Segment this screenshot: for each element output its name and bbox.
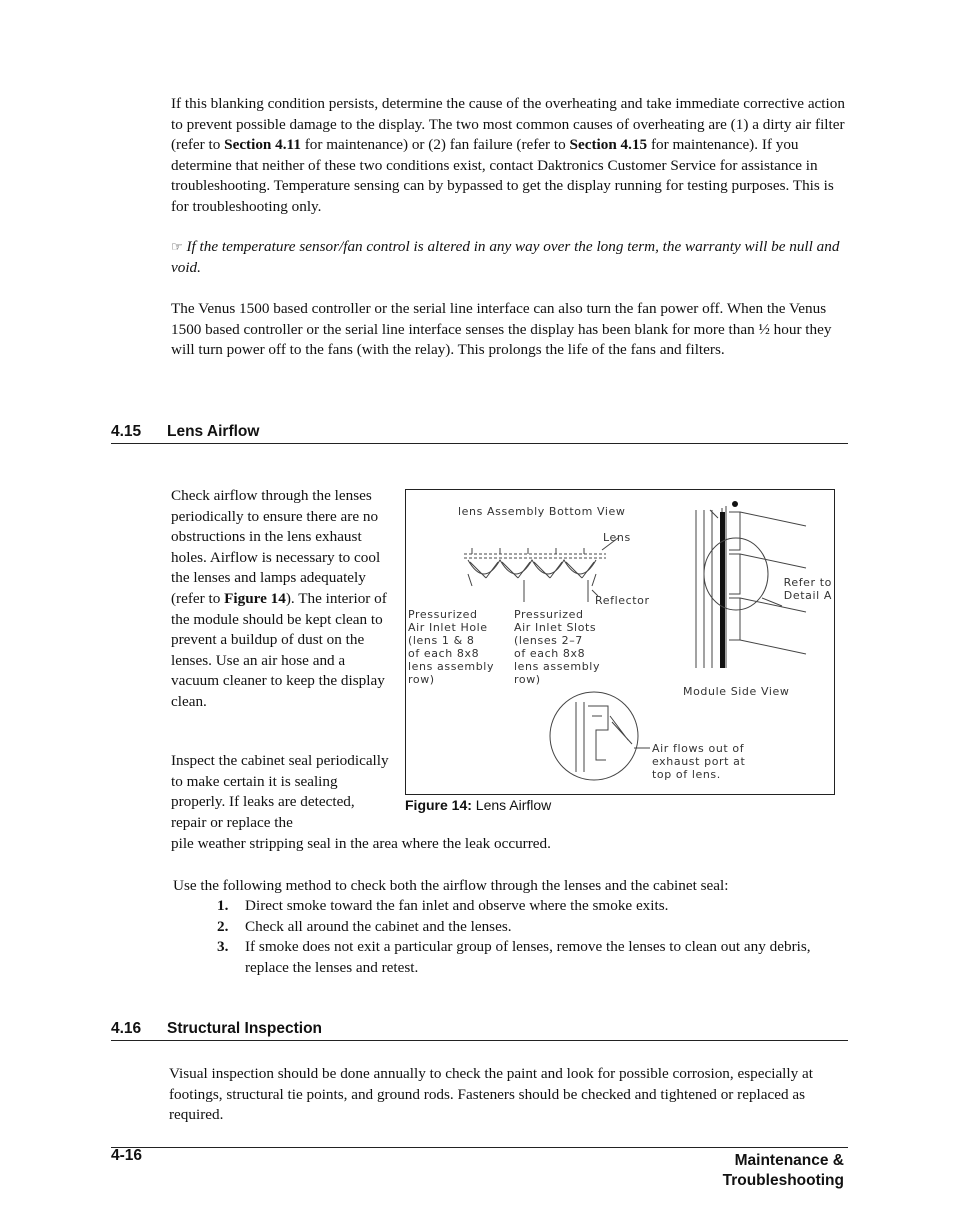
footer-chapter-title: Maintenance & Troubleshooting — [722, 1152, 844, 1189]
air-inlet-slots-label: Pressurized Air Inlet Slots (lenses 2–7 of each 8x8 lens assembly row) — [514, 608, 601, 686]
section-heading-4-16: 4.16 Structural Inspection — [111, 1020, 848, 1041]
airflow-paragraph: Check airflow through the lenses periodically to ensure there are no obstructions in the lens exhaust holes. Airflow is necessary to cool the lenses and lamps adequately (refer to Figure 14). The interior of the module should be kept clean to prevent a buildup of dust on the lenses. Use an air hose and a vacuum cleaner to keep the display clean. — [171, 487, 387, 710]
pointing-hand-icon: ☞ — [171, 239, 183, 254]
list-item: 2. Check all around the cabinet and the lenses. — [217, 917, 512, 935]
side-view-title: Module Side View — [683, 685, 790, 698]
cabinet-seal-paragraph-end: pile weather stripping seal in the area where the leak occurred. — [171, 835, 551, 852]
section-ref-4-15: Section 4.15 — [569, 136, 648, 154]
footer-rule — [111, 1147, 848, 1148]
list-item: 1. Direct smoke toward the fan inlet and observe where the smoke exits. — [217, 897, 669, 914]
overheating-paragraph: If this blanking condition persists, determine the cause of the overheating and take immediate corrective action to prevent possible damage to the display. The two most common causes of overheating are (1) a dirty air filter (refer to Section 4.11 for maintenance) or (2) fan failure (refer to Section 4.15 for maintenance). If you determine that neither of these two conditions exist, contact Daktronics Customer Service for assistance in troubleshooting. Temperature sensing can by bypassed to get the display running for testing purposes. This is for troubleshooting only. — [171, 95, 845, 215]
figure-ref-14: Figure 14 — [224, 589, 286, 607]
airflow-exhaust-label: Air flows out of exhaust port at top of lens. — [652, 742, 746, 781]
air-inlet-hole-label: Pressurized Air Inlet Hole (lens 1 & 8 of each 8x8 lens assembly row) — [408, 608, 495, 686]
smoke-test-steps — [217, 896, 857, 978]
section-ref-4-11: Section 4.11 — [224, 136, 301, 154]
cabinet-seal-paragraph: Inspect the cabinet seal periodically to make certain it is sealing properly. If leaks are detected, repair or replace the — [171, 752, 389, 831]
lens-label: Lens — [603, 531, 631, 544]
figure-14-lens-airflow — [405, 489, 835, 795]
bottom-view-title: lens Assembly Bottom View — [458, 505, 626, 518]
list-item: 3. If smoke does not exit a particular group of lenses, remove the lenses to clean out any debris, replace the lenses and retest. — [217, 938, 811, 976]
structural-inspection-paragraph: Visual inspection should be done annually to check the paint and look for possible corrosion, especially at footings, structural tie points, and ground rods. Fasteners should be checked and tightened or replaced as required. — [169, 1065, 813, 1124]
reflector-label: Reflector — [595, 594, 650, 607]
fan-power-paragraph: The Venus 1500 based controller or the serial line interface can also turn the fan power off. When the Venus 1500 based controller or the serial line interface senses the display has been blank for more than ½ hour they will turn power off to the fans (with the relay). This prolongs the life of the fans and filters. — [171, 300, 832, 359]
figure-14-caption: Figure 14: Lens Airflow — [405, 797, 552, 813]
footer-page-number: 4-16 — [111, 1147, 143, 1164]
section-heading-4-15: 4.15 Lens Airflow — [111, 423, 848, 444]
warranty-note: ☞ If the temperature sensor/fan control is altered in any way over the long term, the warranty will be null and void. — [171, 238, 840, 276]
refer-detail-label: Refer to Detail A — [783, 576, 832, 602]
method-intro: Use the following method to check both the airflow through the lenses and the cabinet seal: — [173, 877, 729, 894]
